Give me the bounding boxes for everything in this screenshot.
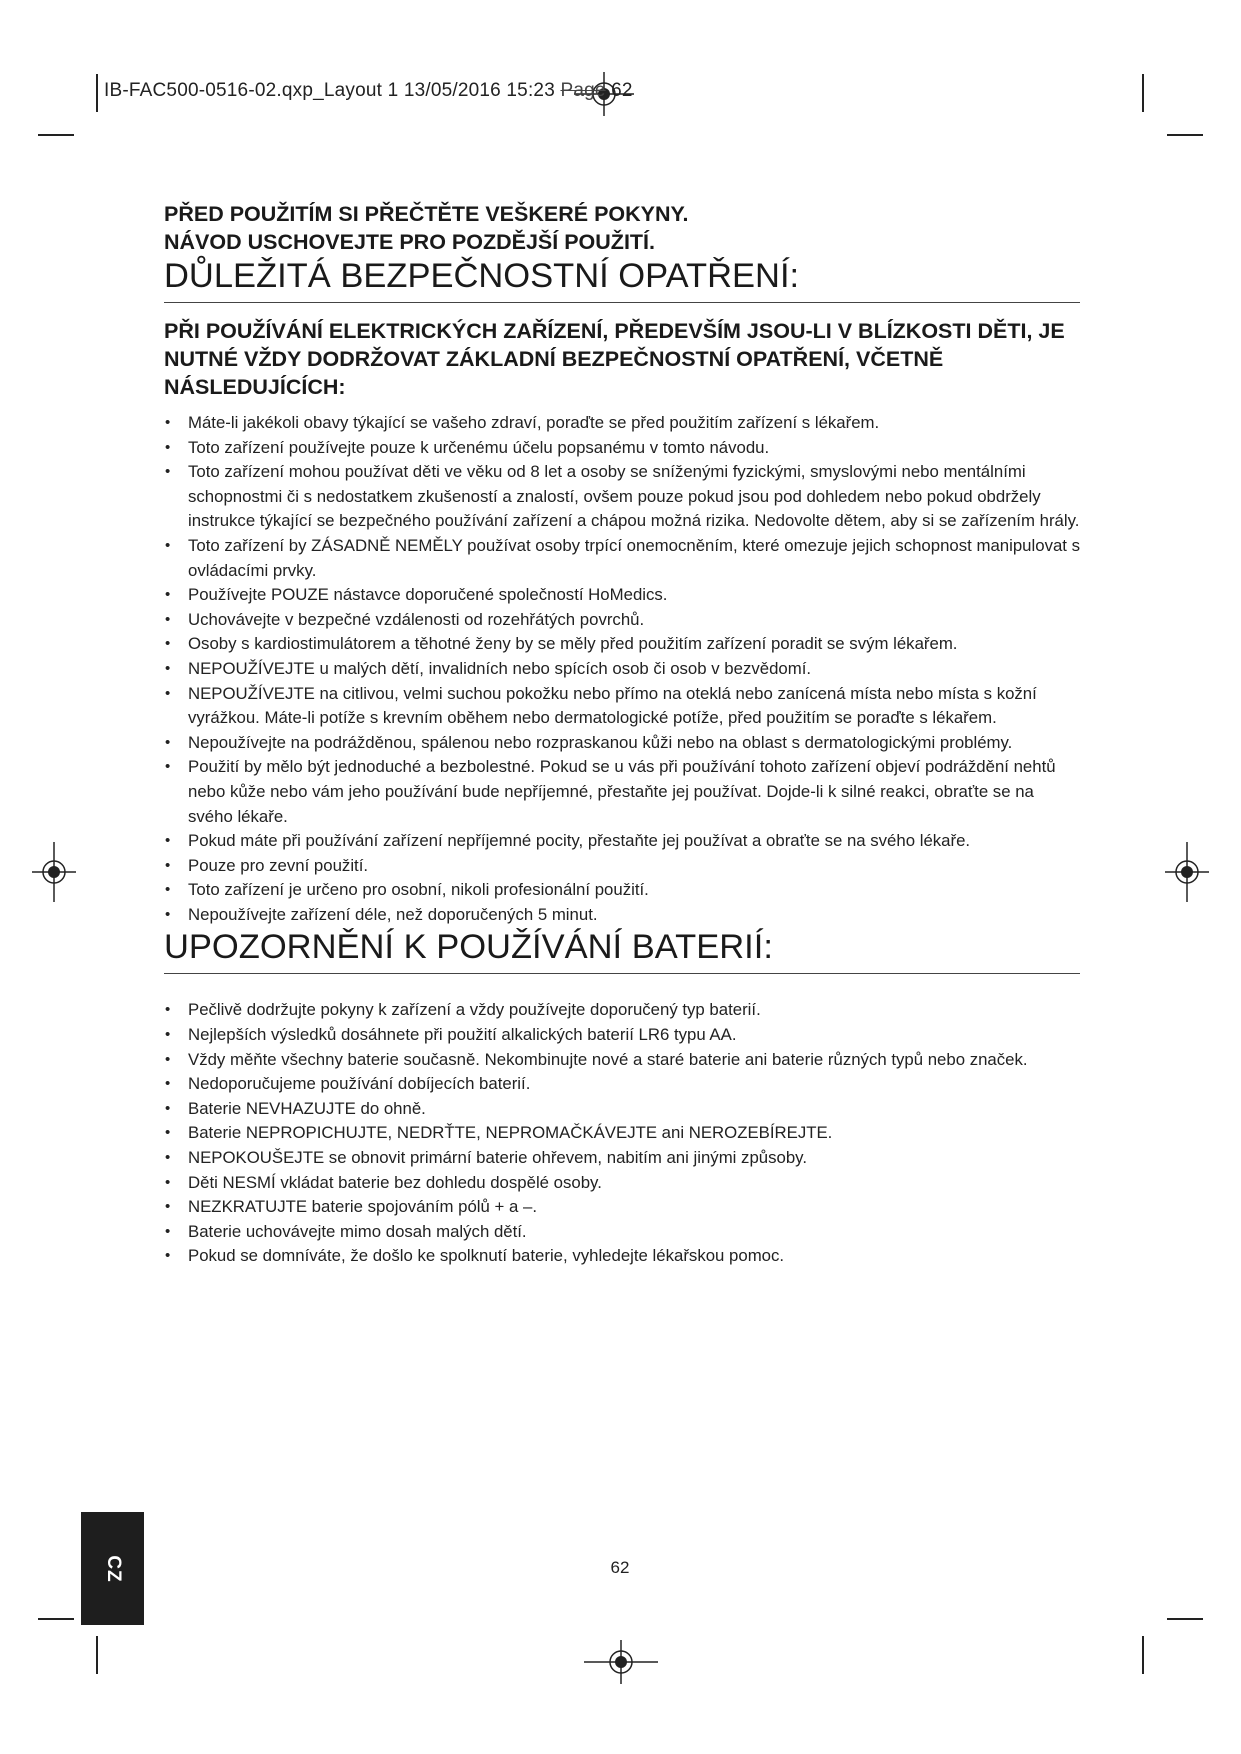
list-item: • Osoby s kardiostimulátorem a těhotné ženy by se měly před použitím zařízení poradit se svým lékařem. [164, 632, 1080, 657]
list-item: • Používejte POUZE nástavce doporučené společností HoMedics. [164, 583, 1080, 608]
list-item: • Toto zařízení je určeno pro osobní, nikoli profesionální použití. [164, 878, 1080, 903]
list-item: • Toto zařízení mohou používat děti ve věku od 8 let a osoby se sníženými fyzickými, smyslovými nebo mentálními schopnostmi či s nedostatkem zkušeností a znalostí, ovšem pouze pokud jsou pod dohledem nebo pokud obdržely instrukce týkající se bezpečného používání zařízení a chápou možná rizika. Nedovolte dětem, aby si se zařízením hrály. [164, 460, 1080, 534]
slug-page-label: Page [560, 80, 606, 101]
trim-mark-top-right-vertical [1142, 74, 1144, 112]
trim-mark-top-left-vertical [96, 74, 98, 112]
safety-section-title: DŮLEŽITÁ BEZPEČNOSTNÍ OPATŘENÍ: [164, 256, 1080, 303]
list-item: • Pokud máte při používání zařízení nepříjemné pocity, přestaňte jej používat a obraťte se na svého lékaře. [164, 829, 1080, 854]
list-item: • NEPOKOUŠEJTE se obnovit primární baterie ohřevem, nabitím ani jinými způsoby. [164, 1146, 1080, 1171]
list-item: • Nepoužívejte zařízení déle, než doporučených 5 minut. [164, 903, 1080, 928]
intro-line-2: NÁVOD USCHOVEJTE PRO POZDĚJŠÍ POUŽITÍ. [164, 230, 655, 254]
list-item: • Baterie NEVHAZUJTE do ohně. [164, 1097, 1080, 1122]
list-item: • Vždy měňte všechny baterie současně. Nekombinujte nové a staré baterie ani baterie různých typů nebo značek. [164, 1048, 1080, 1073]
battery-section-title: UPOZORNĚNÍ K POUŽÍVÁNÍ BATERIÍ: [164, 927, 1080, 974]
list-item: • Uchovávejte v bezpečné vzdálenosti od rozehřátých povrchů. [164, 608, 1080, 633]
list-item: • NEPOUŽÍVEJTE na citlivou, velmi suchou pokožku nebo přímo na oteklá nebo zanícená místa nebo místa s kožní vyrážkou. Máte-li potíže s krevním oběhem nebo dermatologické potíže, před použitím se poraďte s lékařem. [164, 682, 1080, 731]
slug-text: IB-FAC500-0516-02.qxp_Layout 1 13/05/2016 15:23 [104, 80, 555, 101]
trim-mark-bottom-right-vertical [1142, 1636, 1144, 1674]
language-tab [81, 1512, 144, 1625]
intro-line-1: PŘED POUŽITÍM SI PŘEČTĚTE VEŠKERÉ POKYNY. [164, 202, 689, 226]
list-item: • NEPOUŽÍVEJTE u malých dětí, invalidních nebo spících osob či osob v bezvědomí. [164, 657, 1080, 682]
page-number: 62 [610, 1558, 630, 1577]
list-item: • Děti NESMÍ vkládat baterie bez dohledu dospělé osoby. [164, 1171, 1080, 1196]
list-item: • Pokud se domníváte, že došlo ke spolknutí baterie, vyhledejte lékařskou pomoc. [164, 1244, 1080, 1269]
list-item: • Toto zařízení by ZÁSADNĚ NEMĚLY používat osoby trpící onemocněním, které omezuje jejich schopnost manipulovat s ovládacími prvky. [164, 534, 1080, 583]
page-content [164, 200, 1080, 1269]
trim-mark-top-left-horizontal [38, 134, 74, 136]
safety-list [164, 411, 1080, 927]
trim-mark-bottom-left-horizontal [38, 1618, 74, 1620]
list-item: • Máte-li jakékoli obavy týkající se vašeho zdraví, poraďte se před použitím zařízení s lékařem. [164, 411, 1080, 436]
slug-page-number: 62 [611, 80, 633, 101]
trim-mark-top-right-horizontal [1167, 134, 1203, 136]
list-item: • Baterie NEPROPICHUJTE, NEDRŤTE, NEPROMAČKÁVEJTE ani NEROZEBÍREJTE. [164, 1121, 1080, 1146]
list-item: • Pouze pro zevní použití. [164, 854, 1080, 879]
list-item: • Nedoporučujeme používání dobíjecích baterií. [164, 1072, 1080, 1097]
intro-instructions [164, 200, 1080, 256]
list-item: • Nejlepších výsledků dosáhnete při použití alkalických baterií LR6 typu AA. [164, 1023, 1080, 1048]
list-item: • Nepoužívejte na podrážděnou, spálenou nebo rozpraskanou kůži nebo na oblast s dermatologickými problémy. [164, 731, 1080, 756]
language-tab-label: CZ [102, 1554, 124, 1583]
list-item: • Použití by mělo být jednoduché a bezbolestné. Pokud se u vás při používání tohoto zařízení objeví podráždění nehtů nebo kůže nebo vám jeho používání bude nepříjemné, přestaňte jej používat. Dojde-li k silné reakci, obraťte se na svého lékaře. [164, 755, 1080, 829]
registration-mark-left-icon [32, 842, 76, 902]
list-item: • Toto zařízení používejte pouze k určenému účelu popsanému v tomto návodu. [164, 436, 1080, 461]
battery-list [164, 998, 1080, 1269]
trim-mark-bottom-left-vertical [96, 1636, 98, 1674]
trim-mark-bottom-right-horizontal [1167, 1618, 1203, 1620]
registration-mark-right-icon [1165, 842, 1209, 902]
safety-subheading: PŘI POUŽÍVÁNÍ ELEKTRICKÝCH ZAŘÍZENÍ, PŘEDEVŠÍM JSOU-LI V BLÍZKOSTI DĚTI, JE NUTNÉ VŽDY DODRŽOVAT ZÁKLADNÍ BEZPEČNOSTNÍ OPATŘENÍ, VČETNĚ NÁSLEDUJÍCÍCH: [164, 319, 1065, 399]
list-item: • Pečlivě dodržujte pokyny k zařízení a vždy používejte doporučený typ baterií. [164, 998, 1080, 1023]
list-item: • NEZKRATUJTE baterie spojováním pólů + a –. [164, 1195, 1080, 1220]
print-slug [104, 80, 633, 102]
list-item: • Baterie uchovávejte mimo dosah malých dětí. [164, 1220, 1080, 1245]
registration-mark-bottom-icon [584, 1640, 658, 1684]
